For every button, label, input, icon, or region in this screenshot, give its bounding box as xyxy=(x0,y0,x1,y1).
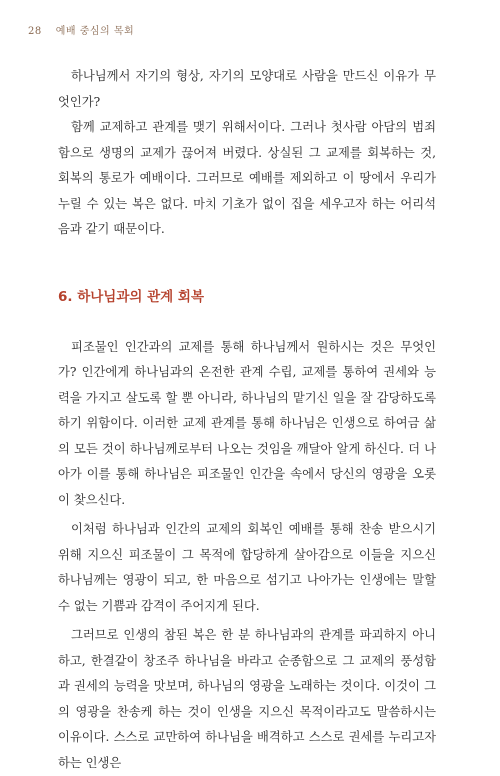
page-body xyxy=(58,64,436,776)
body-paragraph: 하나님께서 자기의 형상, 자기의 모양대로 사람을 만드신 이유가 무엇인가? xyxy=(58,69,436,109)
body-paragraph: 함께 교제하고 관계를 맺기 위해서이다. 그러나 첫사람 아담의 범죄함으로 생명의 교제가 끊어져 버렸다. 상실된 그 교제를 회복하는 것, 회복의 통로가 예배이다. 그러므로 예배를 제외하고 이 땅에서 우리가 누릴 수 있는 복은 없다. 마치 기초가 없이 집을 세우고자 하는 어리석음과 같기 때문이다. xyxy=(58,120,436,236)
section-heading: 6. 하나님과의 관계 회복 xyxy=(58,288,204,305)
body-paragraph: 이처럼 하나님과 인간의 교제의 회복인 예배를 통해 찬송 받으시기 위해 지으신 피조물이 그 목적에 합당하게 살아감으로 이들을 지으신 하나님께는 영광이 되고, 한 마음으로 섬기고 나아가는 인생에는 말할 수 없는 기쁨과 감격이 주어지게 된다. xyxy=(58,522,436,613)
book-title: 예배 중심의 목회 xyxy=(55,26,135,37)
body-paragraph: 그러므로 인생의 참된 복은 한 분 하나님과의 관계를 파괴하지 아니하고, 한결같이 창조주 하나님을 바라고 순종함으로 그 교제의 풍성함과 권세의 능력을 맛보며, 하나님의 영광을 노래하는 것이다. 이것이 그의 영광을 찬송케 하는 것이 인생을 지으신 목적이라고도 말씀하시는 이유이다. 스스로 교만하여 하나님을 배격하고 스스로 권세를 누리고자 하는 인생은 xyxy=(58,628,436,770)
page-number: 28 xyxy=(28,26,42,37)
running-header xyxy=(28,22,134,37)
body-paragraph: 피조물인 인간과의 교제를 통해 하나님께서 원하시는 것은 무엇인가? 인간에게 하나님과의 온전한 관계 수립, 교제를 통하여 권세와 능력을 가지고 살도록 할 뿐 아니라, 하나님의 맡기신 일을 잘 감당하도록 하기 위함이다. 이러한 교제 관계를 통해 하나님은 인생으로 하여금 삶의 모든 것이 하나님께로부터 나오는 것임을 깨달아 알게 하신다. 더 나아가 이를 통해 하나님은 피조물인 인간을 속에서 당신의 영광을 오롯이 찾으신다. xyxy=(58,339,436,507)
